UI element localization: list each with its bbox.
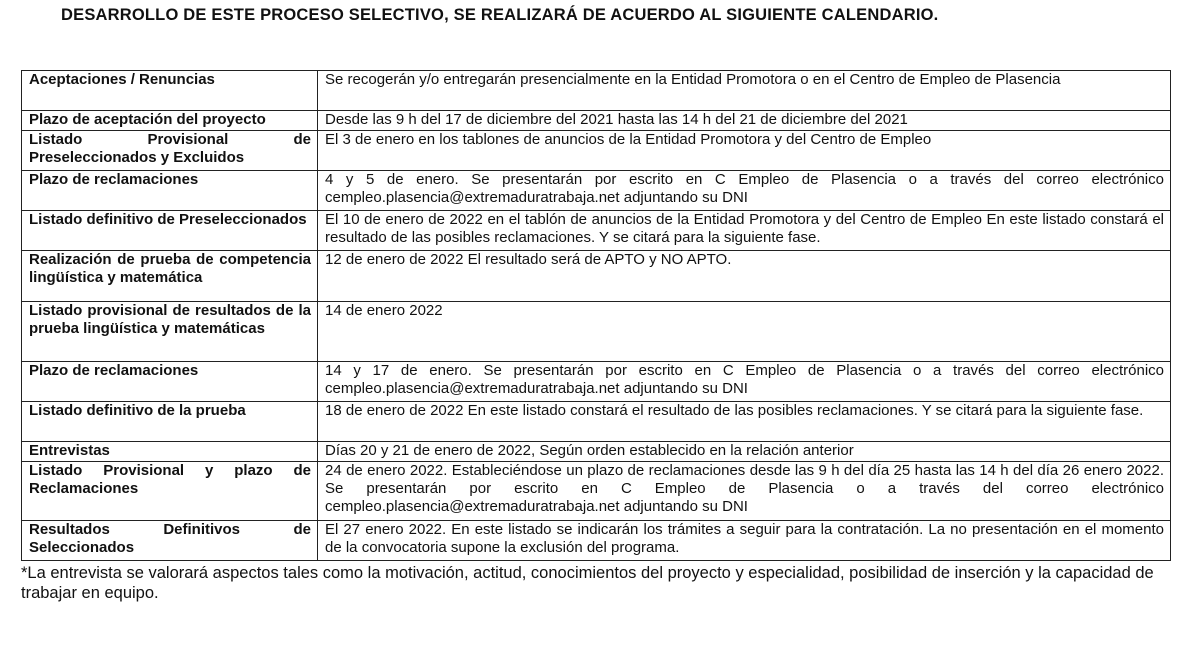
row-detail: 18 de enero de 2022 En este listado constará el resultado de las posibles reclamaciones. Y se citará para la siguiente fase. (318, 402, 1171, 442)
table-row (22, 302, 1171, 362)
row-label: Plazo de reclamaciones (22, 362, 318, 402)
table-row (22, 171, 1171, 211)
row-label: Listado provisional de resultados de la prueba lingüística y matemáticas (22, 302, 318, 362)
row-detail: Desde las 9 h del 17 de diciembre del 2021 hasta las 14 h del 21 de diciembre del 2021 (318, 111, 1171, 131)
row-detail: El 27 enero 2022. En este listado se indicarán los trámites a seguir para la contratación. La no presentación en el momento de la convocatoria supone la exclusión del programa. (318, 521, 1171, 561)
row-detail: El 10 de enero de 2022 en el tablón de anuncios de la Entidad Promotora y del Centro de Empleo En este listado constará el resultado de las posibles reclamaciones. Y se citará para la siguiente fase. (318, 211, 1171, 251)
row-detail: 12 de enero de 2022 El resultado será de APTO y NO APTO. (318, 251, 1171, 302)
table-row (22, 71, 1171, 111)
table-row (22, 521, 1171, 561)
table-row (22, 131, 1171, 171)
row-label: Plazo de aceptación del proyecto (22, 111, 318, 131)
row-detail: Se recogerán y/o entregarán presencialmente en la Entidad Promotora o en el Centro de Empleo de Plasencia (318, 71, 1171, 111)
table-row (22, 442, 1171, 462)
row-label: Listado Provisional y plazo de Reclamaciones (22, 462, 318, 521)
row-label: Listado definitivo de la prueba (22, 402, 318, 442)
table-row (22, 362, 1171, 402)
row-detail: El 3 de enero en los tablones de anuncios de la Entidad Promotora y del Centro de Empleo (318, 131, 1171, 171)
row-label: Resultados Definitivos de Seleccionados (22, 521, 318, 561)
row-label: Entrevistas (22, 442, 318, 462)
row-detail: 4 y 5 de enero. Se presentarán por escrito en C Empleo de Plasencia o a través del correo electrónico cempleo.plasencia@extremaduratrabaja.net adjuntando su DNI (318, 171, 1171, 211)
footnote: *La entrevista se valorará aspectos tales como la motivación, actitud, conocimientos del proyecto y especialidad, posibilidad de inserción y la capacidad de trabajar en equipo. (21, 564, 1154, 602)
table-row (22, 211, 1171, 251)
table-row (22, 462, 1171, 521)
row-detail: 14 de enero 2022 (318, 302, 1171, 362)
row-detail: 24 de enero 2022. Estableciéndose un plazo de reclamaciones desde las 9 h del día 25 hasta las 14 h del día 26 enero 2022. Se presentarán por escrito en C Empleo de Plasencia o a través del correo electrónico cempleo.plasencia@extremaduratrabaja.net adjuntando su DNI (318, 462, 1171, 521)
table-row (22, 251, 1171, 302)
table-row (22, 111, 1171, 131)
row-label: Listado definitivo de Preseleccionados (22, 211, 318, 251)
row-label: Aceptaciones / Renuncias (22, 71, 318, 111)
calendar-table (21, 70, 1171, 561)
table-row (22, 402, 1171, 442)
page-title: DESARROLLO DE ESTE PROCESO SELECTIVO, SE REALIZARÁ DE ACUERDO AL SIGUIENTE CALENDARIO. (61, 6, 939, 24)
row-label: Plazo de reclamaciones (22, 171, 318, 211)
row-detail: Días 20 y 21 de enero de 2022, Según orden establecido en la relación anterior (318, 442, 1171, 462)
row-label: Realización de prueba de competencia lingüística y matemática (22, 251, 318, 302)
row-detail: 14 y 17 de enero. Se presentarán por escrito en C Empleo de Plasencia o a través del correo electrónico cempleo.plasencia@extremaduratrabaja.net adjuntando su DNI (318, 362, 1171, 402)
row-label: Listado Provisional de Preseleccionados y Excluidos (22, 131, 318, 171)
